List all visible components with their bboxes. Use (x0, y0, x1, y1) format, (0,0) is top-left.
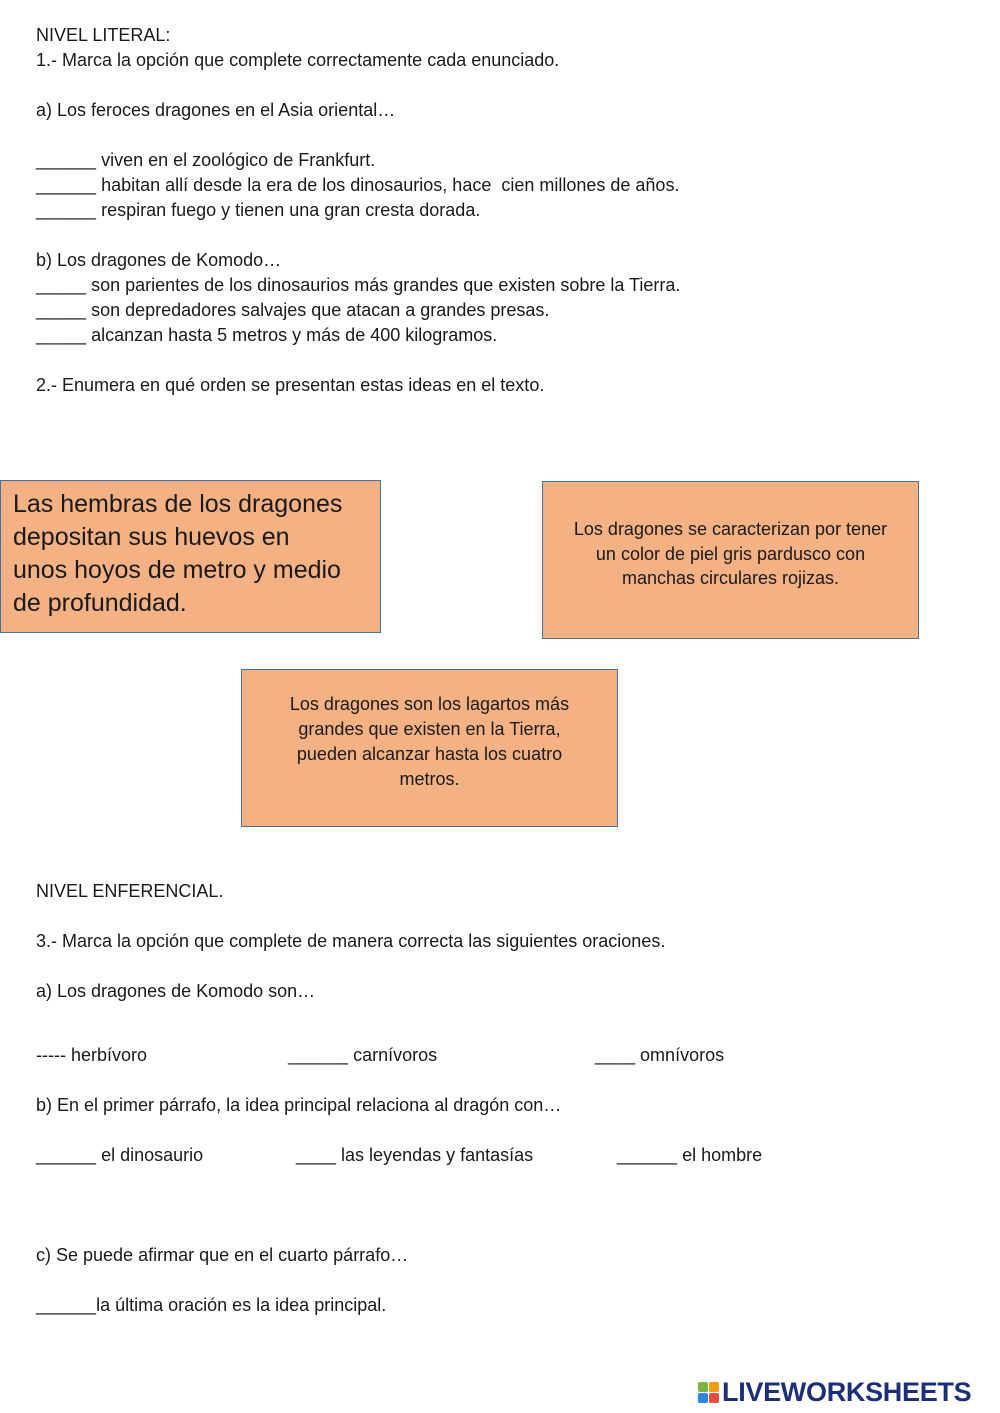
card-line: manchas circulares rojizas. (621, 568, 840, 588)
answer-blank[interactable]: ______ (36, 150, 97, 170)
question-3b-options-row (0, 1143, 1000, 1167)
question-1b-option (36, 298, 549, 322)
question-3a-option (36, 1043, 147, 1067)
liveworksheets-logo[interactable] (698, 1377, 971, 1407)
question-2-prompt: 2.- Enumera en qué orden se presentan estas ideas en el texto. (36, 375, 545, 395)
answer-blank[interactable]: ______ (36, 200, 97, 220)
card-line: unos hoyos de metro y medio (13, 556, 341, 584)
card-line: Las hembras de los dragones (13, 490, 343, 518)
option-text: el hombre (677, 1145, 763, 1165)
answer-blank[interactable]: ______ (36, 175, 97, 195)
answer-blank[interactable]: _____ (36, 325, 87, 345)
question-3a-stem: a) Los dragones de Komodo son… (36, 981, 316, 1001)
option-text: viven en el zoológico de Frankfurt. (96, 150, 376, 170)
card-line: Los dragones se caracterizan por tener (573, 519, 888, 539)
question-3b-stem: b) En el primer párrafo, la idea principal relaciona al dragón con… (36, 1095, 562, 1115)
idea-card-color-piel (542, 481, 919, 639)
section-heading-inferencial: NIVEL ENFERENCIAL. (36, 881, 224, 901)
question-3a-options-row (0, 1043, 1000, 1067)
option-text: el dinosaurio (96, 1145, 204, 1165)
logo-tile (709, 1393, 719, 1403)
question-1a-option (36, 173, 679, 197)
option-text: la última oración es la idea principal. (96, 1295, 387, 1315)
logo-tile (698, 1382, 708, 1392)
section-heading-literal: NIVEL LITERAL: (36, 25, 171, 45)
card-line: de profundidad. (13, 589, 187, 617)
liveworksheets-tiles-icon (698, 1382, 719, 1403)
card-line: Los dragones son los lagartos más (289, 694, 570, 714)
card-line: un color de piel gris pardusco con (595, 543, 866, 564)
answer-blank[interactable]: ______ (36, 1145, 97, 1165)
option-text: omnívoros (635, 1045, 725, 1065)
question-3b-option (617, 1143, 762, 1167)
option-text: alcanzan hasta 5 metros y más de 400 kilogramos. (86, 325, 498, 345)
question-3b-option (296, 1143, 533, 1167)
question-1a-option (36, 198, 480, 222)
card-line: grandes que existen en la Tierra, (298, 719, 561, 739)
answer-blank[interactable]: _____ (36, 275, 87, 295)
option-text: son parientes de los dinosaurios más grandes que existen sobre la Tierra. (86, 275, 681, 295)
answer-blank[interactable]: ____ (296, 1145, 337, 1165)
answer-blank[interactable]: ____ (595, 1045, 636, 1065)
question-1b-option (36, 273, 680, 297)
option-text: habitan allí desde la era de los dinosaurios, hace cien millones de años. (96, 175, 680, 195)
question-3-prompt: 3.- Marca la opción que complete de manera correcta las siguientes oraciones. (36, 931, 666, 951)
answer-blank[interactable]: ______ (36, 1295, 97, 1315)
question-1a-option (36, 148, 375, 172)
question-3c-stem: c) Se puede afirmar que en el cuarto párrafo… (36, 1245, 409, 1265)
question-3b-option (36, 1143, 203, 1167)
option-text: respiran fuego y tienen una gran cresta dorada. (96, 200, 481, 220)
question-1a-stem: a) Los feroces dragones en el Asia oriental… (36, 100, 396, 120)
logo-text: LIVEWORKSHEETS (722, 1376, 972, 1407)
option-text: son depredadores salvajes que atacan a grandes presas. (86, 300, 550, 320)
question-3a-option (595, 1043, 724, 1067)
card-line: metros. (399, 769, 460, 789)
question-1-prompt: 1.- Marca la opción que complete correctamente cada enunciado. (36, 50, 560, 70)
answer-blank[interactable]: ______ (617, 1145, 678, 1165)
answer-blank[interactable]: ______ (288, 1045, 349, 1065)
question-3a-option (288, 1043, 437, 1067)
question-3c-option (36, 1293, 386, 1317)
question-1b-option (36, 323, 497, 347)
logo-tile (698, 1393, 708, 1403)
idea-card-huevos (0, 480, 381, 633)
option-text: herbívoro (65, 1045, 148, 1065)
card-line: depositan sus huevos en (13, 523, 290, 551)
logo-tile (709, 1382, 719, 1392)
card-line: pueden alcanzar hasta los cuatro (296, 744, 563, 764)
answer-blank[interactable]: _____ (36, 300, 87, 320)
answer-blank[interactable]: ----- (36, 1045, 66, 1065)
option-text: las leyendas y fantasías (336, 1145, 534, 1165)
question-1b-stem: b) Los dragones de Komodo… (36, 250, 282, 270)
idea-card-lagartos (241, 669, 618, 827)
option-text: carnívoros (348, 1045, 438, 1065)
